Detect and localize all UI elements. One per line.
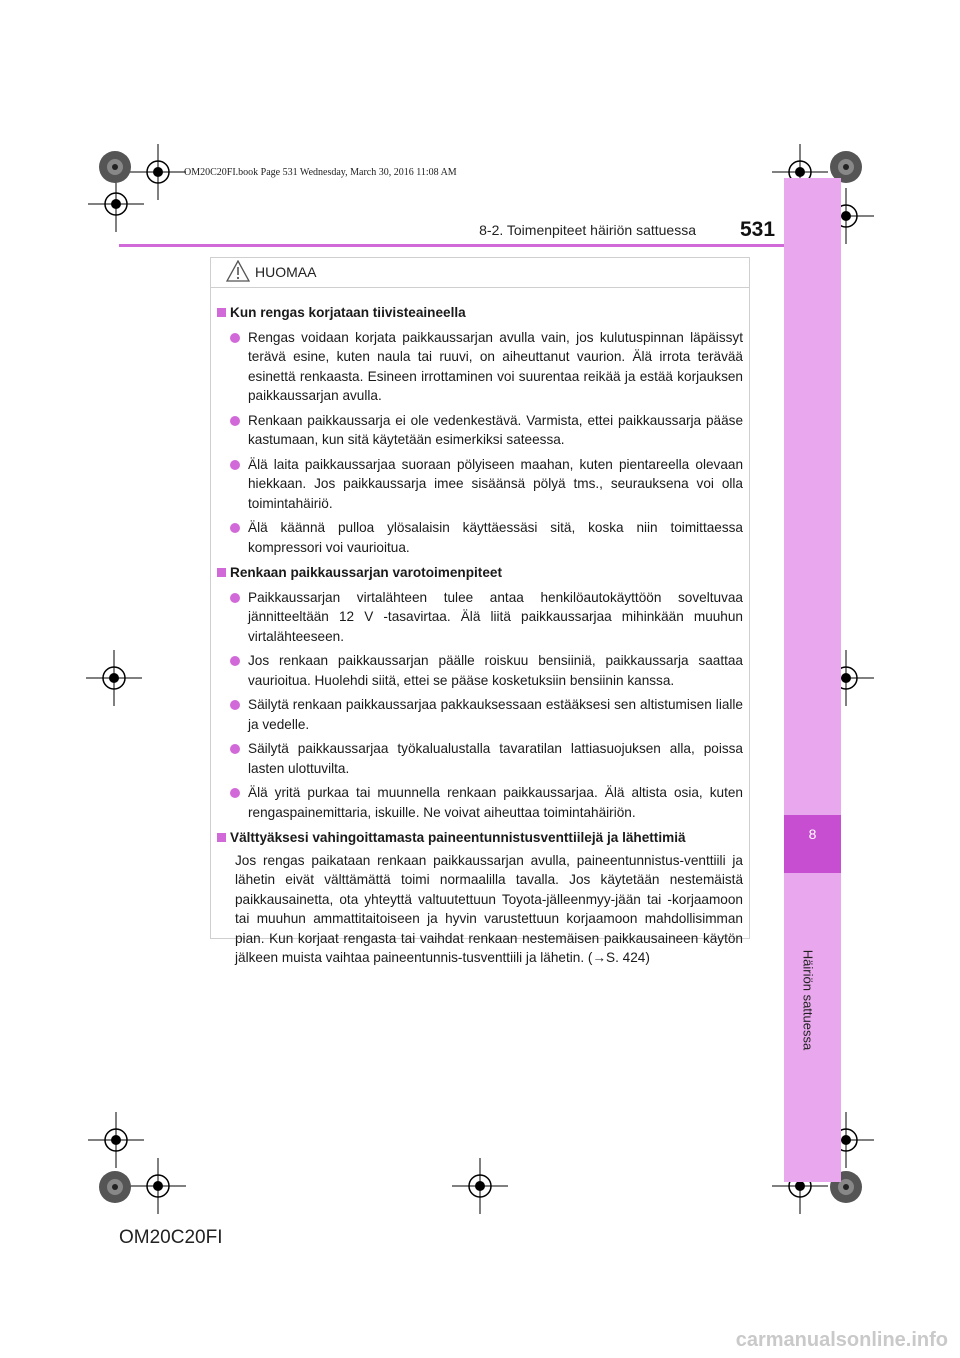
notice-title: HUOMAA: [255, 264, 317, 280]
bullet-item: Jos renkaan paikkaussarjan päälle roiskuu bensiiniä, paikkaussarja saattaa vaurioitua. Huolehdi siitä, ettei se pääse kosketuksiin bensiinin kanssa.: [217, 651, 743, 690]
bullet-item: Älä laita paikkaussarjaa suoraan pölyiseen maahan, kuten pientareella olevaan hiekkaan. Jos paikkaussarja imee sisäänsä pölyä tms., seurauksena voi olla toimintahäiriö.: [217, 455, 743, 514]
watermark: carmanualsonline.info: [735, 1329, 948, 1351]
warning-triangle-icon: [226, 260, 250, 287]
square-bullet-icon: [217, 833, 226, 842]
bullet-item: Paikkaussarjan virtalähteen tulee antaa henkilöautokäyttöön soveltuvaa jännitteeltään 12 V -tasavirtaa. Älä liitä paikkaussarjaa mihinkään muuhun virtalähteeseen.: [217, 588, 743, 647]
round-bullet-icon: [230, 593, 240, 603]
section-title: 8-2. Toimenpiteet häiriön sattuessa: [479, 222, 696, 238]
bullet-item: Rengas voidaan korjata paikkaussarjan avulla vain, jos kulutuspinnan läpäissyt terävä esine, kuten naula tai ruuvi, on aiheuttanut vaurion. Älä irrota terävää esinettä renkaasta. Esineen irrottaminen voi suurentaa reikää ja estää korjauksen paikkaussarjan avulla.: [217, 328, 743, 406]
registration-mark-bottom-center: [452, 1158, 508, 1214]
round-bullet-icon: [230, 460, 240, 470]
chapter-title: Häiriön sattuessa: [800, 949, 816, 1051]
registration-mark-mid-left: [86, 650, 142, 706]
notice-box: [210, 257, 750, 965]
bullet-item: Säilytä paikkaussarjaa työkalualustalla tavaratilan lattiasuojuksen alla, poissa lasten ulottuvilta.: [217, 739, 743, 778]
registration-mark-top-left-inner: [130, 144, 186, 200]
chapter-number: 8: [808, 826, 817, 842]
registration-mark-bottom-left-inner: [130, 1158, 186, 1214]
bullet-item: Säilytä renkaan paikkaussarjaa pakkauksessaan estääksesi sen altistumisen lialle ja vedelle.: [217, 695, 743, 734]
section-heading: Välttyäksesi vahingoittamasta paineentunnistusventtiilejä ja lähettimiä: [217, 828, 743, 848]
notice-body: [211, 288, 749, 968]
square-bullet-icon: [217, 568, 226, 577]
bullet-item: Älä käännä pulloa ylösalaisin käyttäessäsi sitä, koska niin toimittaessa kompressori voi vaurioitua.: [217, 518, 743, 557]
document-code: OM20C20FI: [119, 1227, 223, 1248]
round-bullet-icon: [230, 744, 240, 754]
starburst-mark-top-left: [98, 150, 132, 184]
section-heading: Renkaan paikkaussarjan varotoimenpiteet: [217, 563, 743, 583]
round-bullet-icon: [230, 523, 240, 533]
square-bullet-icon: [217, 308, 226, 317]
round-bullet-icon: [230, 700, 240, 710]
section-paragraph: Jos rengas paikataan renkaan paikkaussarjan avulla, paineentunnistus-venttiili ja lähetin eivät välttämättä toimi normaalilla tavalla. Jos käytetään nestemäistä paikkausainetta, ota yhteyttä valtuutettuun Toyota-jälleenmyy-jään tai -korjaamoon tai muuhun ammattitaitoiseen ja hyvin varustettuun korjaamoon mahdollisimman pian. Kun korjaat rengasta tai vaihdat renkaan nestemäisen paikkausaineen käytön jälkeen muista vaihtaa paineentunnis-tusventtiili ja lähetin. (→S. 424): [235, 852, 743, 965]
round-bullet-icon: [230, 788, 240, 798]
round-bullet-icon: [230, 416, 240, 426]
page-number: 531: [740, 218, 776, 241]
section-heading: Kun rengas korjataan tiivisteaineella: [217, 303, 743, 323]
starburst-mark-bottom-left: [98, 1170, 132, 1204]
round-bullet-icon: [230, 656, 240, 666]
round-bullet-icon: [230, 333, 240, 343]
bullet-item: Älä yritä purkaa tai muunnella renkaan paikkaussarjaa. Älä altista osia, kuten rengaspainemittaria, iskuille. Ne voivat aiheuttaa toimintahäiriön.: [217, 783, 743, 822]
header-rule: [119, 244, 784, 247]
notice-header: [211, 258, 749, 288]
chapter-tab-active: [784, 815, 841, 873]
print-info: OM20C20FI.book Page 531 Wednesday, March 30, 2016 11:08 AM: [184, 167, 457, 178]
bullet-item: Renkaan paikkaussarja ei ole vedenkestävä. Varmista, ettei paikkaussarja pääse kastumaan, kun sitä käytetään esimerkiksi sateessa.: [217, 411, 743, 450]
